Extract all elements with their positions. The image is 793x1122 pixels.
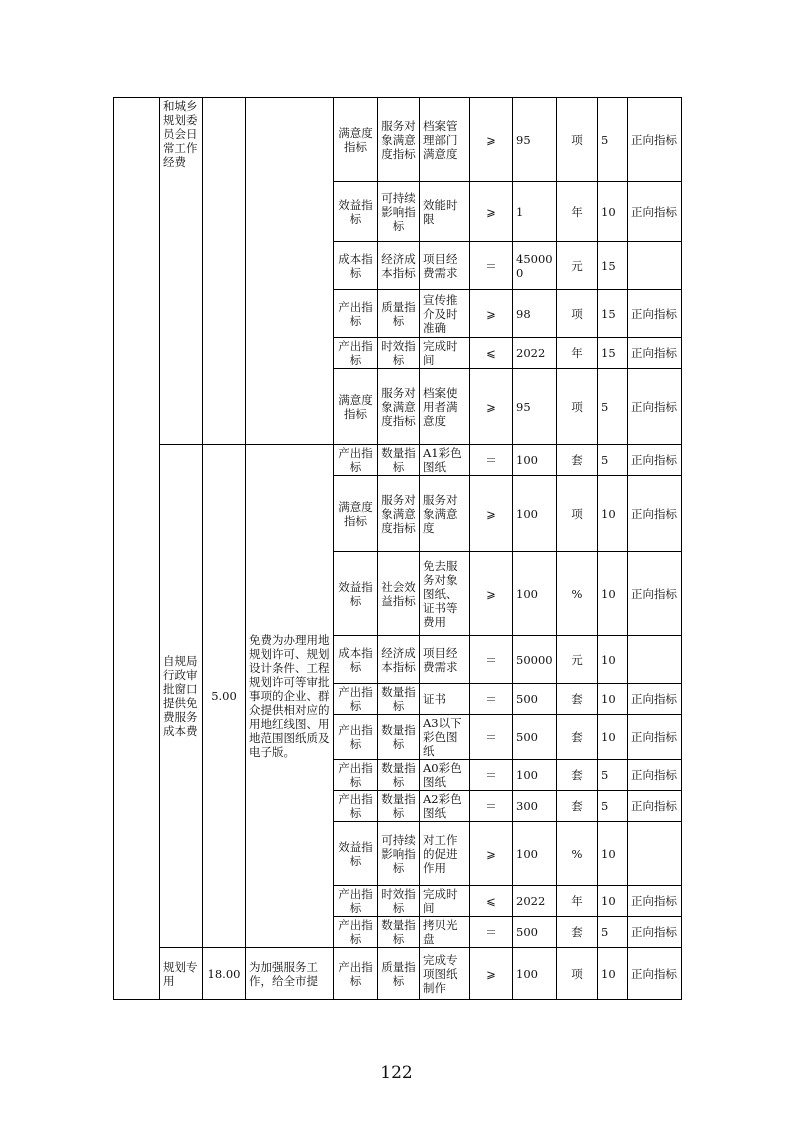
weight-score: 15: [598, 290, 628, 338]
indicator-level2: 时效指标: [378, 886, 420, 917]
project-amount: 18.00: [203, 948, 246, 1000]
project-content: 免费为办理用地规划许可、规划设计条件、工程规划许可等审批事项的企业、群众提供相对应的用地红线图、用地范围图纸质及电子版。: [246, 445, 334, 948]
indicator-level2: 可持续影响指标: [378, 182, 420, 242]
indicator-direction: [628, 822, 682, 886]
indicator-level1: 产出指标: [334, 791, 378, 822]
indicator-level1: 产出指标: [334, 290, 378, 338]
unit: 元: [557, 242, 598, 290]
indicator-name: 完成专项图纸制作: [420, 948, 470, 1000]
indicator-level2: 服务对象满意度指标: [378, 476, 420, 552]
unit: 年: [557, 182, 598, 242]
indicator-level2: 数量指标: [378, 684, 420, 715]
weight-score: 5: [598, 369, 628, 445]
indicator-level1: 效益指标: [334, 822, 378, 886]
unit: 套: [557, 715, 598, 760]
page-number: 122: [380, 1063, 413, 1083]
indicator-level2: 数量指标: [378, 917, 420, 948]
target-value: 98: [513, 290, 557, 338]
indicator-row: [114, 445, 682, 476]
unit: %: [557, 822, 598, 886]
indicator-direction: [628, 636, 682, 684]
indicator-level1: 满意度指标: [334, 476, 378, 552]
indicator-level1: 效益指标: [334, 552, 378, 636]
indicator-name: 对工作的促进作用: [420, 822, 470, 886]
indicator-name: 免去服务对象图纸、证书等费用: [420, 552, 470, 636]
indicator-direction: 正向指标: [628, 552, 682, 636]
indicator-name: 档案管理部门满意度: [420, 98, 470, 182]
indicator-direction: 正向指标: [628, 886, 682, 917]
weight-score: 10: [598, 715, 628, 760]
indicator-direction: 正向指标: [628, 290, 682, 338]
target-value: 2022: [513, 886, 557, 917]
indicator-name: A3以下彩色图纸: [420, 715, 470, 760]
indicator-direction: 正向指标: [628, 791, 682, 822]
unit: 项: [557, 948, 598, 1000]
project-content: [246, 98, 334, 445]
indicator-direction: 正向指标: [628, 948, 682, 1000]
unit: 套: [557, 791, 598, 822]
target-value: 500: [513, 715, 557, 760]
project-amount: 5.00: [203, 445, 246, 948]
project-name: 规划专用: [160, 948, 203, 1000]
indicator-direction: 正向指标: [628, 917, 682, 948]
comparison-operator: ＝: [470, 684, 513, 715]
comparison-operator: ⩾: [470, 822, 513, 886]
target-value: 300: [513, 791, 557, 822]
weight-score: 5: [598, 98, 628, 182]
indicator-level1: 满意度指标: [334, 369, 378, 445]
target-value: 100: [513, 948, 557, 1000]
indicator-direction: 正向指标: [628, 98, 682, 182]
indicator-name: A0彩色图纸: [420, 760, 470, 791]
comparison-operator: ⩾: [470, 552, 513, 636]
weight-score: 10: [598, 636, 628, 684]
indicator-level1: 满意度指标: [334, 98, 378, 182]
indicator-level2: 数量指标: [378, 791, 420, 822]
indicator-name: 宣传推介及时准确: [420, 290, 470, 338]
weight-score: 10: [598, 552, 628, 636]
indicator-direction: 正向指标: [628, 445, 682, 476]
comparison-operator: ＝: [470, 636, 513, 684]
weight-score: 5: [598, 791, 628, 822]
comparison-operator: ⩽: [470, 338, 513, 369]
indicator-direction: 正向指标: [628, 369, 682, 445]
target-value: 100: [513, 445, 557, 476]
indicator-level2: 质量指标: [378, 290, 420, 338]
indicator-name: 完成时间: [420, 886, 470, 917]
unit: 套: [557, 760, 598, 791]
comparison-operator: ＝: [470, 760, 513, 791]
indicator-level1: 成本指标: [334, 242, 378, 290]
indicator-row: [114, 98, 682, 182]
indicator-direction: 正向指标: [628, 760, 682, 791]
indicator-level1: 产出指标: [334, 684, 378, 715]
indicator-level1: 效益指标: [334, 182, 378, 242]
unit: %: [557, 552, 598, 636]
comparison-operator: ＝: [470, 715, 513, 760]
target-value: 95: [513, 98, 557, 182]
comparison-operator: ＝: [470, 791, 513, 822]
comparison-operator: ⩾: [470, 476, 513, 552]
comparison-operator: ＝: [470, 917, 513, 948]
indicator-level2: 经济成本指标: [378, 636, 420, 684]
weight-score: 15: [598, 338, 628, 369]
weight-score: 10: [598, 476, 628, 552]
target-value: 50000: [513, 636, 557, 684]
target-value: 1: [513, 182, 557, 242]
indicator-name: 证书: [420, 684, 470, 715]
target-value: 100: [513, 822, 557, 886]
indicator-level1: 产出指标: [334, 886, 378, 917]
project-name: 和城乡规划委员会日常工作经费: [160, 98, 203, 445]
weight-score: 10: [598, 822, 628, 886]
indicator-level1: 成本指标: [334, 636, 378, 684]
weight-score: 5: [598, 917, 628, 948]
indicator-name: 服务对象满意度: [420, 476, 470, 552]
indicator-direction: [628, 242, 682, 290]
indicator-name: 拷贝光盘: [420, 917, 470, 948]
comparison-operator: ⩾: [470, 369, 513, 445]
comparison-operator: ⩾: [470, 182, 513, 242]
indicator-level2: 服务对象满意度指标: [378, 98, 420, 182]
project-name: 自规局行政审批窗口提供免费服务成本费: [160, 445, 203, 948]
indicator-level1: 产出指标: [334, 760, 378, 791]
target-value: 500: [513, 917, 557, 948]
indicator-level1: 产出指标: [334, 338, 378, 369]
indicator-level2: 数量指标: [378, 445, 420, 476]
target-value: 450000: [513, 242, 557, 290]
indicator-name: A2彩色图纸: [420, 791, 470, 822]
indicator-direction: 正向指标: [628, 684, 682, 715]
indicator-direction: 正向指标: [628, 338, 682, 369]
comparison-operator: ⩾: [470, 290, 513, 338]
indicator-name: 档案使用者满意度: [420, 369, 470, 445]
budget-table-wrapper: [113, 97, 681, 1000]
comparison-operator: ⩽: [470, 886, 513, 917]
indicator-level2: 经济成本指标: [378, 242, 420, 290]
indicator-direction: 正向指标: [628, 182, 682, 242]
indicator-level1: 产出指标: [334, 948, 378, 1000]
weight-score: 10: [598, 948, 628, 1000]
unit: 年: [557, 338, 598, 369]
target-value: 95: [513, 369, 557, 445]
comparison-operator: ＝: [470, 445, 513, 476]
unit: 项: [557, 369, 598, 445]
unit: 套: [557, 917, 598, 948]
unit: 元: [557, 636, 598, 684]
target-value: 100: [513, 552, 557, 636]
weight-score: 5: [598, 445, 628, 476]
indicator-name: 效能时限: [420, 182, 470, 242]
indicator-name: 项目经费需求: [420, 242, 470, 290]
indicator-level2: 质量指标: [378, 948, 420, 1000]
unit: 项: [557, 476, 598, 552]
comparison-operator: ⩾: [470, 98, 513, 182]
indicator-level2: 服务对象满意度指标: [378, 369, 420, 445]
target-value: 100: [513, 760, 557, 791]
indicator-name: 完成时间: [420, 338, 470, 369]
indicator-name: 项目经费需求: [420, 636, 470, 684]
unit: 项: [557, 290, 598, 338]
weight-score: 10: [598, 684, 628, 715]
weight-score: 10: [598, 182, 628, 242]
project-amount: [203, 98, 246, 445]
indicator-name: A1彩色图纸: [420, 445, 470, 476]
indicator-level2: 数量指标: [378, 715, 420, 760]
indicator-level2: 社会效益指标: [378, 552, 420, 636]
target-value: 100: [513, 476, 557, 552]
unit: 年: [557, 886, 598, 917]
unit: 项: [557, 98, 598, 182]
indicator-level2: 数量指标: [378, 760, 420, 791]
project-content: 为加强服务工作，给全市提: [246, 948, 334, 1000]
indicator-level1: 产出指标: [334, 715, 378, 760]
indicator-direction: 正向指标: [628, 715, 682, 760]
indicator-level1: 产出指标: [334, 917, 378, 948]
comparison-operator: ⩾: [470, 948, 513, 1000]
department-cell: [114, 98, 160, 1000]
target-value: 500: [513, 684, 557, 715]
indicator-level1: 产出指标: [334, 445, 378, 476]
indicator-row: [114, 948, 682, 1000]
comparison-operator: ＝: [470, 242, 513, 290]
unit: 套: [557, 684, 598, 715]
weight-score: 15: [598, 242, 628, 290]
performance-indicator-table: [113, 97, 682, 1000]
indicator-level2: 时效指标: [378, 338, 420, 369]
indicator-level2: 可持续影响指标: [378, 822, 420, 886]
weight-score: 10: [598, 886, 628, 917]
unit: 套: [557, 445, 598, 476]
indicator-direction: 正向指标: [628, 476, 682, 552]
target-value: 2022: [513, 338, 557, 369]
weight-score: 5: [598, 760, 628, 791]
